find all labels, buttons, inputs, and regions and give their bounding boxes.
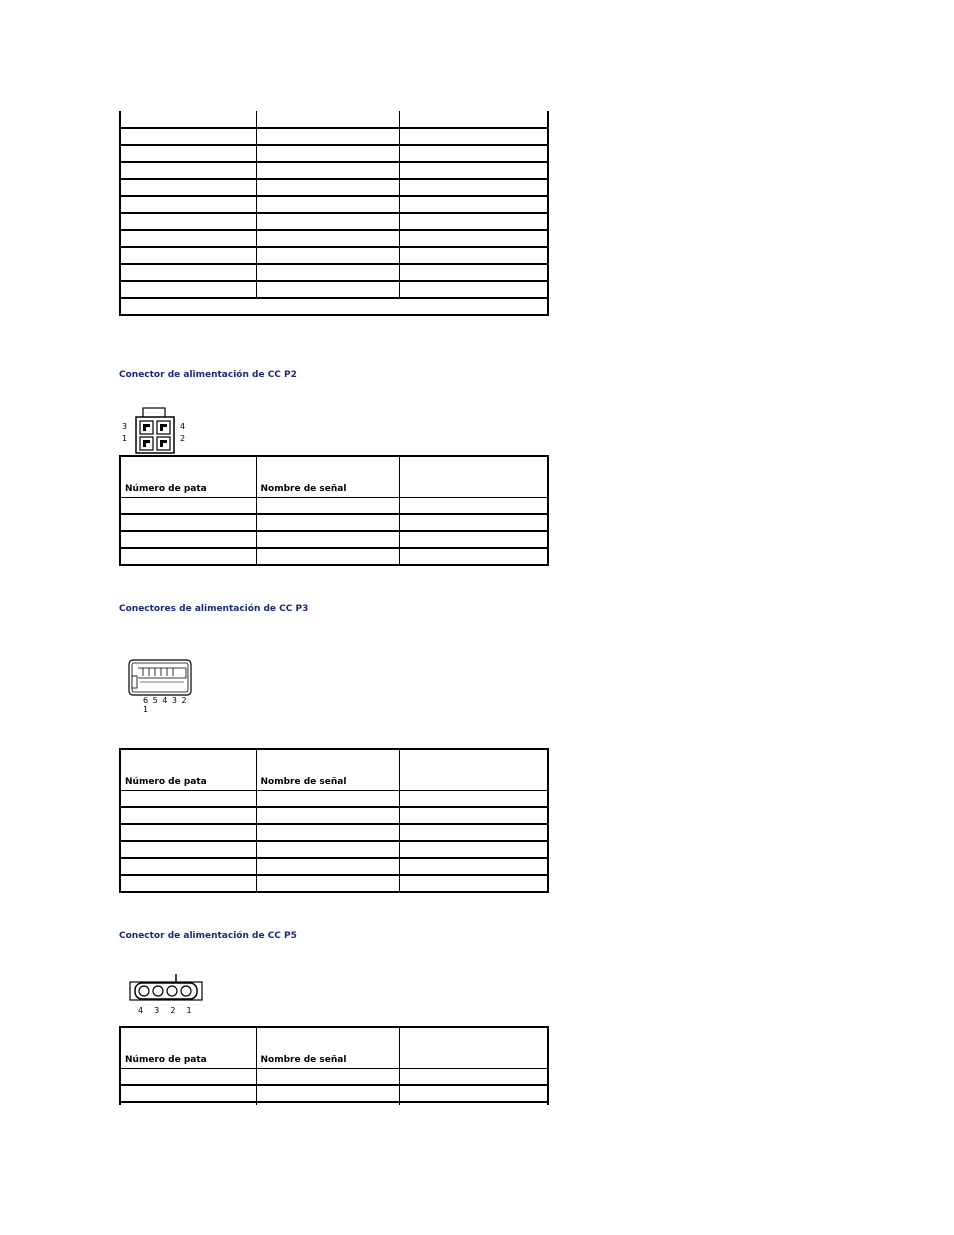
section-heading-p2: Conector de alimentación de CC P2: [119, 370, 297, 380]
column-header: Número de pata: [120, 1027, 256, 1068]
four-pin-connector-icon: [134, 407, 176, 455]
section-heading-p3: Conectores de alimentación de CC P3: [119, 604, 309, 614]
column-header: Nombre de señal: [256, 456, 399, 497]
p2-connector-diagram: [119, 405, 189, 455]
pin-label: 6 5 4 3 2 1: [143, 696, 188, 714]
pin-label: 4: [180, 422, 186, 431]
column-header: Nombre de señal: [256, 1027, 399, 1068]
sata-power-connector-icon: [126, 658, 194, 698]
p2-pin-table: [119, 455, 549, 566]
p5-pin-table: [119, 1026, 549, 1105]
p5-connector-diagram: [127, 973, 207, 1018]
section-heading-p5: Conector de alimentación de CC P5: [119, 931, 297, 941]
column-header: Nombre de señal: [256, 749, 399, 790]
continuation-table: [119, 111, 549, 316]
column-header: Número de pata: [120, 456, 256, 497]
pin-label: 4 3 2 1: [138, 1006, 194, 1015]
column-header: [399, 749, 548, 790]
p3-connector-diagram: [126, 658, 196, 714]
column-header: Número de pata: [120, 749, 256, 790]
column-header: [399, 456, 548, 497]
pin-label: 3: [122, 422, 128, 431]
pin-label: 2: [180, 434, 186, 443]
p3-pin-table: [119, 748, 549, 893]
pin-label: 1: [122, 434, 128, 443]
column-header: [399, 1027, 548, 1068]
molex-4pin-connector-icon: [127, 973, 205, 1005]
